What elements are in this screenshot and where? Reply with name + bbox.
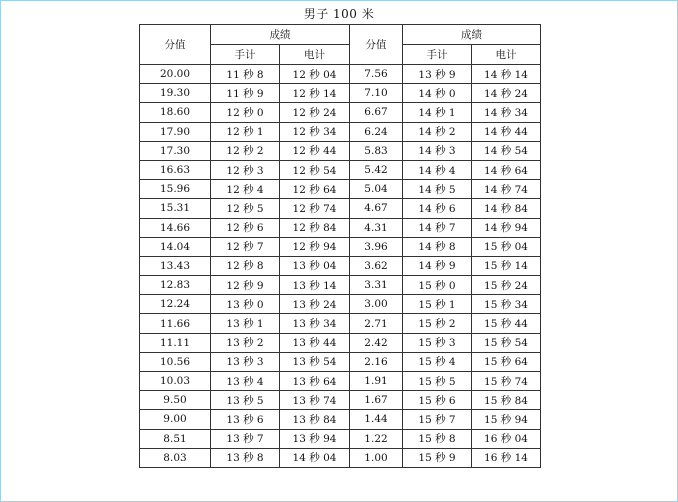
table-row <box>140 276 541 295</box>
table-row <box>140 295 541 314</box>
cell-electric-time-left: 12 秒 74 <box>280 199 350 218</box>
table-row <box>140 180 541 199</box>
cell-electric-time-right: 15 秒 94 <box>472 410 541 429</box>
cell-hand-time-left: 13 秒 7 <box>211 429 280 448</box>
cell-electric-time-left: 12 秒 34 <box>280 122 350 141</box>
cell-electric-time-right: 15 秒 14 <box>472 256 541 275</box>
table-row <box>140 218 541 237</box>
cell-hand-time-left: 12 秒 1 <box>211 122 280 141</box>
cell-points-left: 17.90 <box>140 122 211 141</box>
cell-points-right: 3.31 <box>350 276 403 295</box>
cell-electric-time-right: 14 秒 14 <box>472 65 541 84</box>
cell-points-left: 9.50 <box>140 391 211 410</box>
cell-hand-time-left: 13 秒 3 <box>211 352 280 371</box>
cell-points-right: 3.96 <box>350 237 403 256</box>
cell-electric-time-right: 15 秒 54 <box>472 333 541 352</box>
cell-hand-time-right: 14 秒 6 <box>403 199 472 218</box>
cell-electric-time-left: 13 秒 94 <box>280 429 350 448</box>
cell-electric-time-right: 14 秒 54 <box>472 141 541 160</box>
table-row <box>140 84 541 103</box>
cell-points-right: 6.24 <box>350 122 403 141</box>
cell-electric-time-right: 14 秒 94 <box>472 218 541 237</box>
table-row <box>140 199 541 218</box>
cell-electric-time-left: 13 秒 04 <box>280 256 350 275</box>
cell-hand-time-right: 15 秒 0 <box>403 276 472 295</box>
cell-electric-time-left: 12 秒 94 <box>280 237 350 256</box>
header-electric-right: 电计 <box>472 45 541 65</box>
cell-points-right: 1.00 <box>350 448 403 467</box>
cell-points-right: 2.42 <box>350 333 403 352</box>
header-electric-left: 电计 <box>280 45 350 65</box>
cell-hand-time-right: 14 秒 8 <box>403 237 472 256</box>
cell-electric-time-left: 13 秒 64 <box>280 372 350 391</box>
cell-points-right: 7.10 <box>350 84 403 103</box>
cell-points-left: 11.66 <box>140 314 211 333</box>
cell-hand-time-right: 15 秒 7 <box>403 410 472 429</box>
cell-points-right: 1.44 <box>350 410 403 429</box>
cell-hand-time-right: 14 秒 9 <box>403 256 472 275</box>
table-row <box>140 391 541 410</box>
table-row <box>140 103 541 122</box>
cell-hand-time-left: 12 秒 5 <box>211 199 280 218</box>
cell-hand-time-right: 15 秒 1 <box>403 295 472 314</box>
cell-points-right: 3.00 <box>350 295 403 314</box>
cell-hand-time-left: 11 秒 8 <box>211 65 280 84</box>
cell-points-left: 8.03 <box>140 448 211 467</box>
table-row <box>140 160 541 179</box>
cell-electric-time-right: 15 秒 24 <box>472 276 541 295</box>
cell-electric-time-right: 15 秒 04 <box>472 237 541 256</box>
cell-electric-time-left: 13 秒 34 <box>280 314 350 333</box>
cell-points-left: 20.00 <box>140 65 211 84</box>
cell-hand-time-right: 15 秒 3 <box>403 333 472 352</box>
cell-hand-time-left: 12 秒 7 <box>211 237 280 256</box>
cell-points-right: 4.67 <box>350 199 403 218</box>
cell-hand-time-right: 14 秒 3 <box>403 141 472 160</box>
cell-electric-time-left: 13 秒 44 <box>280 333 350 352</box>
cell-hand-time-left: 13 秒 0 <box>211 295 280 314</box>
header-hand-left: 手计 <box>211 45 280 65</box>
cell-hand-time-right: 15 秒 4 <box>403 352 472 371</box>
cell-electric-time-left: 12 秒 24 <box>280 103 350 122</box>
cell-points-left: 16.63 <box>140 160 211 179</box>
cell-hand-time-right: 14 秒 7 <box>403 218 472 237</box>
table-row <box>140 237 541 256</box>
cell-points-left: 8.51 <box>140 429 211 448</box>
cell-hand-time-left: 13 秒 6 <box>211 410 280 429</box>
table-row <box>140 352 541 371</box>
table-row <box>140 314 541 333</box>
cell-points-right: 1.67 <box>350 391 403 410</box>
cell-points-left: 12.83 <box>140 276 211 295</box>
cell-points-left: 15.96 <box>140 180 211 199</box>
cell-electric-time-right: 15 秒 44 <box>472 314 541 333</box>
cell-points-right: 5.83 <box>350 141 403 160</box>
cell-electric-time-left: 13 秒 54 <box>280 352 350 371</box>
cell-electric-time-right: 14 秒 64 <box>472 160 541 179</box>
cell-hand-time-left: 12 秒 6 <box>211 218 280 237</box>
cell-electric-time-left: 14 秒 04 <box>280 448 350 467</box>
header-score-right: 成绩 <box>403 25 541 45</box>
cell-points-left: 14.66 <box>140 218 211 237</box>
cell-hand-time-right: 14 秒 4 <box>403 160 472 179</box>
cell-hand-time-left: 12 秒 3 <box>211 160 280 179</box>
cell-hand-time-right: 15 秒 9 <box>403 448 472 467</box>
cell-electric-time-right: 14 秒 24 <box>472 84 541 103</box>
cell-points-right: 7.56 <box>350 65 403 84</box>
cell-points-right: 1.22 <box>350 429 403 448</box>
cell-electric-time-right: 14 秒 44 <box>472 122 541 141</box>
table-row <box>140 448 541 467</box>
cell-hand-time-right: 14 秒 0 <box>403 84 472 103</box>
table-row <box>140 372 541 391</box>
cell-hand-time-right: 15 秒 8 <box>403 429 472 448</box>
table-row <box>140 333 541 352</box>
cell-electric-time-right: 14 秒 34 <box>472 103 541 122</box>
cell-points-left: 11.11 <box>140 333 211 352</box>
cell-electric-time-left: 12 秒 04 <box>280 65 350 84</box>
cell-points-left: 9.00 <box>140 410 211 429</box>
cell-points-right: 5.42 <box>350 160 403 179</box>
cell-points-right: 3.62 <box>350 256 403 275</box>
cell-points-right: 6.67 <box>350 103 403 122</box>
cell-electric-time-right: 16 秒 04 <box>472 429 541 448</box>
cell-electric-time-left: 12 秒 84 <box>280 218 350 237</box>
cell-points-right: 5.04 <box>350 180 403 199</box>
cell-electric-time-right: 14 秒 74 <box>472 180 541 199</box>
score-table <box>139 24 541 468</box>
cell-points-left: 13.43 <box>140 256 211 275</box>
cell-hand-time-left: 13 秒 5 <box>211 391 280 410</box>
table-row <box>140 65 541 84</box>
table-row <box>140 256 541 275</box>
cell-hand-time-left: 13 秒 2 <box>211 333 280 352</box>
cell-points-right: 2.71 <box>350 314 403 333</box>
cell-hand-time-right: 14 秒 1 <box>403 103 472 122</box>
score-table-body <box>140 65 541 468</box>
cell-hand-time-left: 12 秒 2 <box>211 141 280 160</box>
cell-points-left: 10.03 <box>140 372 211 391</box>
cell-points-left: 10.56 <box>140 352 211 371</box>
cell-points-left: 19.30 <box>140 84 211 103</box>
cell-points-left: 18.60 <box>140 103 211 122</box>
header-hand-right: 手计 <box>403 45 472 65</box>
table-row <box>140 122 541 141</box>
cell-hand-time-left: 12 秒 4 <box>211 180 280 199</box>
cell-points-right: 4.31 <box>350 218 403 237</box>
cell-electric-time-left: 13 秒 24 <box>280 295 350 314</box>
header-points-left: 分值 <box>140 25 211 65</box>
cell-points-left: 17.30 <box>140 141 211 160</box>
cell-hand-time-left: 12 秒 9 <box>211 276 280 295</box>
table-row <box>140 429 541 448</box>
cell-electric-time-right: 15 秒 74 <box>472 372 541 391</box>
cell-electric-time-left: 12 秒 14 <box>280 84 350 103</box>
cell-electric-time-left: 13 秒 84 <box>280 410 350 429</box>
cell-points-right: 1.91 <box>350 372 403 391</box>
cell-electric-time-left: 13 秒 14 <box>280 276 350 295</box>
cell-hand-time-left: 13 秒 4 <box>211 372 280 391</box>
header-row-top <box>140 25 541 45</box>
cell-hand-time-right: 15 秒 6 <box>403 391 472 410</box>
cell-electric-time-left: 12 秒 54 <box>280 160 350 179</box>
cell-electric-time-left: 13 秒 74 <box>280 391 350 410</box>
cell-points-left: 12.24 <box>140 295 211 314</box>
cell-electric-time-left: 12 秒 44 <box>280 141 350 160</box>
cell-hand-time-left: 11 秒 9 <box>211 84 280 103</box>
cell-hand-time-left: 12 秒 0 <box>211 103 280 122</box>
cell-electric-time-right: 15 秒 84 <box>472 391 541 410</box>
cell-points-left: 15.31 <box>140 199 211 218</box>
cell-electric-time-right: 14 秒 84 <box>472 199 541 218</box>
cell-electric-time-right: 16 秒 14 <box>472 448 541 467</box>
cell-hand-time-left: 13 秒 8 <box>211 448 280 467</box>
cell-electric-time-left: 12 秒 64 <box>280 180 350 199</box>
cell-hand-time-left: 12 秒 8 <box>211 256 280 275</box>
header-points-right: 分值 <box>350 25 403 65</box>
cell-hand-time-left: 13 秒 1 <box>211 314 280 333</box>
cell-points-right: 2.16 <box>350 352 403 371</box>
cell-electric-time-right: 15 秒 34 <box>472 295 541 314</box>
header-score-left: 成绩 <box>211 25 350 45</box>
table-row <box>140 410 541 429</box>
table-row <box>140 141 541 160</box>
cell-hand-time-right: 15 秒 2 <box>403 314 472 333</box>
cell-hand-time-right: 13 秒 9 <box>403 65 472 84</box>
cell-hand-time-right: 14 秒 2 <box>403 122 472 141</box>
cell-hand-time-right: 15 秒 5 <box>403 372 472 391</box>
page-title: 男子 100 米 <box>303 7 375 21</box>
cell-points-left: 14.04 <box>140 237 211 256</box>
cell-hand-time-right: 14 秒 5 <box>403 180 472 199</box>
cell-electric-time-right: 15 秒 64 <box>472 352 541 371</box>
